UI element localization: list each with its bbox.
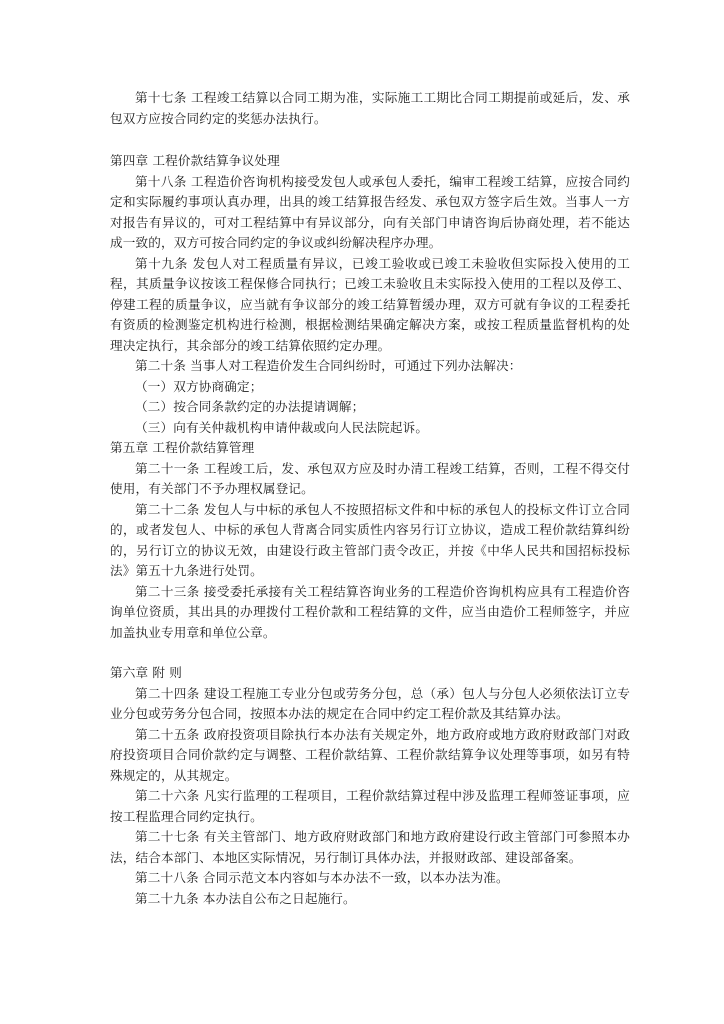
list-item-2: （二）按合同条款约定的办法提请调解； <box>135 399 365 414</box>
chapter-4-heading: 第四章 工程价款结算争议处理 <box>110 153 280 168</box>
article-24: 第二十四条 建设工程施工专业分包或劳务分包，总（承）包人与分包人必须依法订立专业分包或劳务分包合同，按照本办法的规定在合同中约定工程价款及其结算办法。 <box>110 685 630 721</box>
article-28: 第二十八条 合同示范文本内容如与本办法不一致，以本办法为准。 <box>135 870 509 885</box>
article-29: 第二十九条 本办法自公布之日起施行。 <box>135 890 356 906</box>
article-19: 第十九条 发包人对工程质量有异议，已竣工验收或已竣工未验收但实际投入使用的工程，其质量争议按该工程保修合同执行；已竣工未验收且未实际投入使用的工程以及停工、停建工程的质量争议，应当就有争议部分的竣工结算暂缓办理，双方可就有争议的工程委托有资质的检测鉴定机构进行检测，根据检测结果确定解决方案，或按工程质量监督机构的处理决定执行，其余部分的竣工结算依照约定办理。 <box>110 255 630 353</box>
list-item-1: （一）双方协商确定； <box>135 378 263 394</box>
document-page <box>110 88 630 909</box>
article-23: 第二十三条 接受委托承接有关工程结算咨询业务的工程造价咨询机构应具有工程造价咨询单位资质，其出具的办理拨付工程价款和工程结算的文件，应当由造价工程师签字，并应加盖执业专用章和单位公章。 <box>110 583 630 640</box>
article-17: 第十七条 工程竣工结算以合同工期为准，实际施工工期比合同工期提前或延后，发、承包双方应按合同约定的奖惩办法执行。 <box>110 90 630 126</box>
list-item-3: （三）向有关仲裁机构申请仲裁或向人民法院起诉。 <box>135 419 429 435</box>
article-21: 第二十一条 工程竣工后，发、承包双方应及时办清工程竣工结算，否则，工程不得交付使用，有关部门不予办理权属登记。 <box>110 460 630 496</box>
article-26: 第二十六条 凡实行监理的工程项目，工程价款结算过程中涉及监理工程师签证事项，应按工程监理合同约定执行。 <box>110 788 630 824</box>
article-22: 第二十二条 发包人与中标的承包人不按照招标文件和中标的承包人的投标文件订立合同的，或者发包人、中标的承包人背离合同实质性内容另行订立协议，造成工程价款结算纠纷的，另行订立的协议无效，由建设行政主管部门责令改正，并按《中华人民共和国招标投标法》第五十九条进行处罚。 <box>110 501 630 578</box>
article-25: 第二十五条 政府投资项目除执行本办法有关规定外，地方政府或地方政府财政部门对政府投资项目合同价款约定与调整、工程价款结算、工程价款结算争议处理等事项，如另有特殊规定的，从其规定。 <box>110 726 630 783</box>
chapter-5-heading: 第五章 工程价款结算管理 <box>110 440 255 455</box>
article-18: 第十八条 工程造价咨询机构接受发包人或承包人委托，编审工程竣工结算，应按合同约定和实际履约事项认真办理，出具的竣工结算报告经发、承包双方签字后生效。当事人一方对报告有异议的，可对工程结算中有异议部分，向有关部门申请咨询后协商处理，若不能达成一致的，双方可按合同约定的争议或纠纷解决程序办理。 <box>110 173 630 250</box>
chapter-6-heading: 第六章 附 则 <box>110 665 183 680</box>
article-20: 第二十条 当事人对工程造价发生合同纠纷时，可通过下列办法解决： <box>135 358 522 373</box>
article-27: 第二十七条 有关主管部门、地方政府财政部门和地方政府建设行政主管部门可参照本办法，结合本部门、本地区实际情况，另行制订具体办法，并报财政部、建设部备案。 <box>110 829 630 865</box>
